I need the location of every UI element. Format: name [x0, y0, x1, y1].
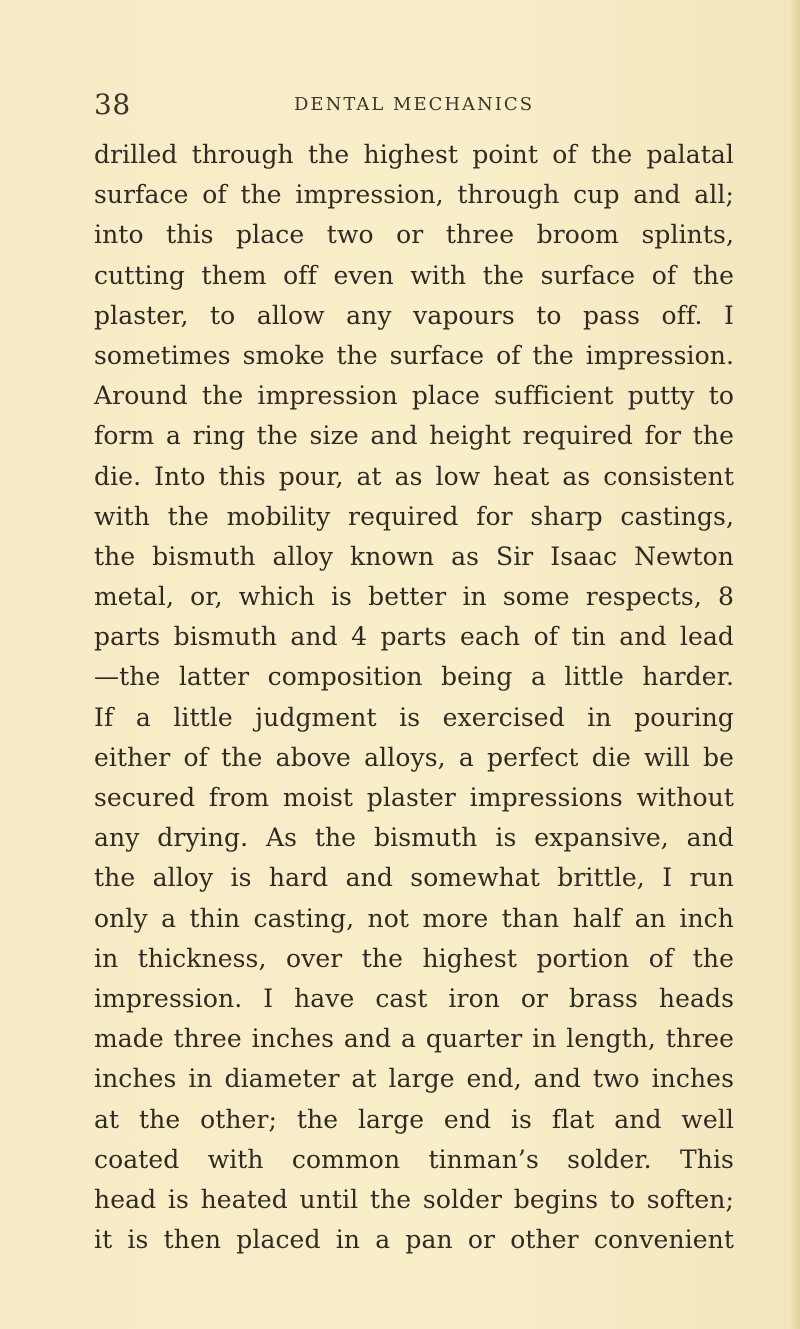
text-line: sometimes smoke the surface of the impression. [94, 340, 734, 370]
text-line: impression. I have cast iron or brass heads [94, 983, 734, 1013]
text-line: coated with common tinman’s solder. This [94, 1144, 734, 1174]
text-line: head is heated until the solder begins to soften; [94, 1184, 734, 1214]
text-line: the alloy is hard and somewhat brittle, I run [94, 863, 734, 893]
page-header [94, 88, 724, 128]
text-line: made three inches and a quarter in length, three [94, 1024, 734, 1054]
text-line: with the mobility required for sharp castings, [94, 501, 734, 531]
text-line: parts bismuth and 4 parts each of tin and lead [94, 622, 734, 652]
text-line: metal, or, which is better in some respects, 8 [94, 582, 734, 612]
text-line: into this place two or three broom splints, [94, 220, 734, 250]
text-line: in thickness, over the highest portion of the [94, 943, 734, 973]
text-line: it is then placed in a pan or other convenient [94, 1225, 734, 1255]
text-line: drilled through the highest point of the palatal [94, 140, 734, 169]
text-line: plaster, to allow any vapours to pass off. I [94, 300, 734, 330]
page-number: 38 [94, 88, 131, 121]
text-line: any drying. As the bismuth is expansive, and [94, 823, 734, 853]
text-line: the bismuth alloy known as Sir Isaac Newton [94, 541, 734, 571]
text-line: secured from moist plaster impressions without [94, 783, 734, 812]
running-head: DENTAL MECHANICS [294, 94, 535, 115]
text-line: form a ring the size and height required for the [94, 421, 734, 451]
body-text [94, 135, 734, 1260]
text-line: only a thin casting, not more than half an inch [94, 903, 734, 933]
text-line: cutting them off even with the surface of the [94, 260, 734, 290]
page-edge-shadow [790, 0, 800, 1329]
text-line: surface of the impression, through cup and all; [94, 180, 734, 210]
text-line: Around the impression place sufficient putty to [94, 381, 734, 411]
text-line: —the latter composition being a little harder. [94, 662, 734, 692]
text-line: If a little judgment is exercised in pouring [94, 702, 734, 732]
text-line: either of the above alloys, a perfect die will be [94, 742, 734, 772]
text-line: at the other; the large end is flat and well [94, 1104, 734, 1134]
text-line: die. Into this pour, at as low heat as consistent [94, 461, 734, 491]
text-line: inches in diameter at large end, and two inches [94, 1064, 734, 1094]
